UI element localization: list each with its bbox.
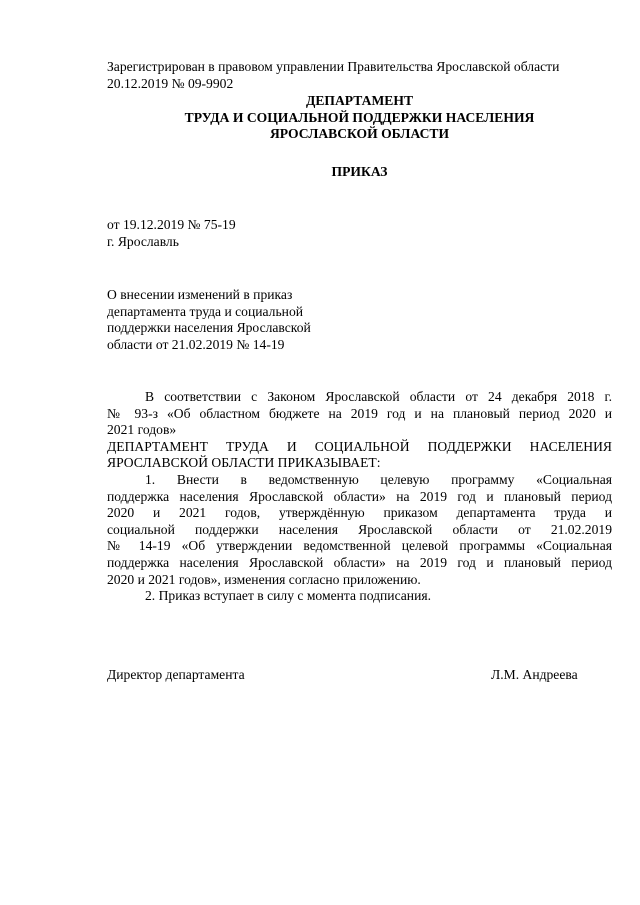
orders-line: ЯРОСЛАВСКОЙ ОБЛАСТИ ПРИКАЗЫВАЕТ: [107,455,381,471]
subject-line: поддержки населения Ярославской [107,320,311,336]
item-1-line: поддержка населения Ярославской области» на 2019 год и плановый период [107,554,612,570]
department-name: ТРУДА И СОЦИАЛЬНОЙ ПОДДЕРЖКИ НАСЕЛЕНИЯ [184,109,535,125]
item-2-line: 2. Приказ вступает в силу с момента подписания. [145,588,431,604]
department-region: ЯРОСЛАВСКОЙ ОБЛАСТИ [269,126,450,142]
item-1-line: № 14-19 «Об утверждении ведомственной целевой программы «Социальная [107,538,612,554]
subject-line: департамента труда и социальной [107,303,304,319]
order-city: г. Ярославль [107,233,179,249]
registration-number: 20.12.2019 № 09-9902 [107,75,234,91]
registration-stamp [107,59,612,92]
item-1-line: социальной поддержки населения Ярославской области от 21.02.2019 [107,521,612,537]
subject-line: области от 21.02.2019 № 14-19 [107,336,285,352]
order-date-number: от 19.12.2019 № 75-19 [107,217,236,232]
document-type [107,164,612,181]
subject-line: О внесении изменений в приказ [107,287,293,302]
item-1-line: 2020 и 2021 годов», изменения согласно приложению. [107,571,421,587]
order-subject [107,287,612,353]
order-body [107,389,612,605]
orders-line: ДЕПАРТАМЕНТ ТРУДА И СОЦИАЛЬНОЙ ПОДДЕРЖКИ НАСЕЛЕНИЯ [107,438,612,454]
signature-name: Л.М. Андреева [491,667,578,682]
registration-line: Зарегистрирован в правовом управлении Правительства Ярославской области [107,59,560,74]
order-details [107,217,612,250]
preamble-line: 2021 годов» [107,422,177,438]
document-type-label: ПРИКАЗ [331,164,388,179]
item-1-line: поддержка населения Ярославской области» на 2019 год и плановый период [107,488,612,504]
department-title: ДЕПАРТАМЕНТ [305,93,414,108]
preamble-line: № 93-з «Об областном бюджете на 2019 год и на плановый период 2020 и [107,405,612,421]
preamble-line: В соответствии с Законом Ярославской области от 24 декабря 2018 г. [145,389,612,404]
item-1-line: 1. Внести в ведомственную целевую программу «Социальная [145,471,612,487]
signature-position: Директор департамента [107,667,245,682]
department-header [107,93,612,143]
item-1-line: 2020 и 2021 годов, утверждённую приказом департамента труда и [107,505,612,521]
